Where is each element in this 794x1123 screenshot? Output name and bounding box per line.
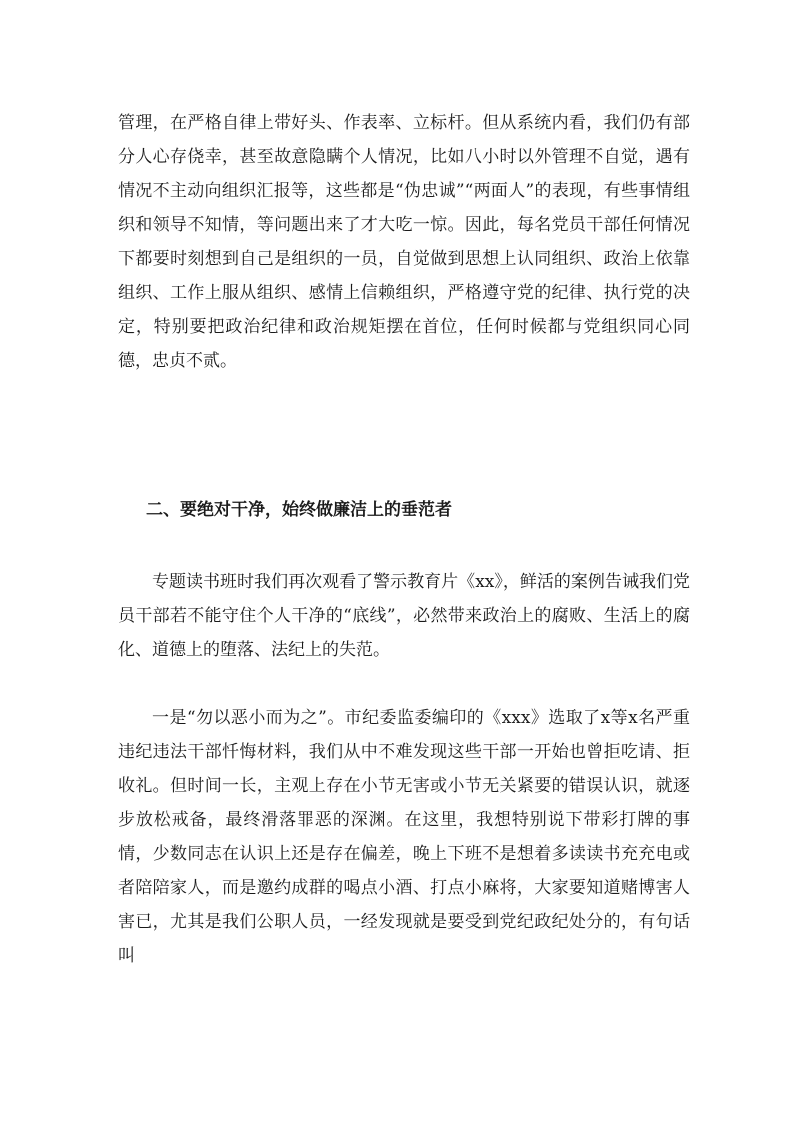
section-heading: 二、要绝对干净，始终做廉洁上的垂范者 [146,500,452,520]
body-paragraph-1: 管理，在严格自律上带好头、作表率、立标杆。但从系统内看，我们仍有部分人心存侥幸，甚至故意隐瞒个人情况，比如八小时以外管理不自觉，遇有情况不主动向组织汇报等，这些都是“伪忠诚”“两面人”的表现，有些事情组织和领导不知情，等问题出来了才大吃一惊。因此，每名党员干部任何情况下都要时刻想到自己是组织的一员，自觉做到思想上认同组织、政治上依靠组织、工作上服从组织、感情上信赖组织，严格遵守党的纪律、执行党的决定，特别要把政治纪律和政治规矩摆在首位，任何时候都与党组织同心同德，忠贞不贰。 [118,113,690,371]
body-paragraph-2: 专题读书班时我们再次观看了警示教育片《xx》，鲜活的案例告诫我们党员干部若不能守住个人干净的“底线”，必然带来政治上的腐败、生活上的腐化、道德上的堕落、法纪上的失范。 [118,572,690,660]
body-paragraph-3: 一是“勿以恶小而为之”。市纪委监委编印的《xxx》选取了x等x名严重违纪违法干部忏悔材料，我们从中不难发现这些干部一开始也曾拒吃请、拒收礼。但时间一长，主观上存在小节无害或小节无关紧要的错误认识，就逐步放松戒备，最终滑落罪恶的深渊。在这里，我想特别说下带彩打牌的事情，少数同志在认识上还是存在偏差，晚上下班不是想着多读读书充充电或者陪陪家人，而是邀约成群的喝点小酒、打点小麻将，大家要知道赌博害人害已，尤其是我们公职人员，一经发现就是要受到党纪政纪处分的，有句话叫 [118,708,690,966]
